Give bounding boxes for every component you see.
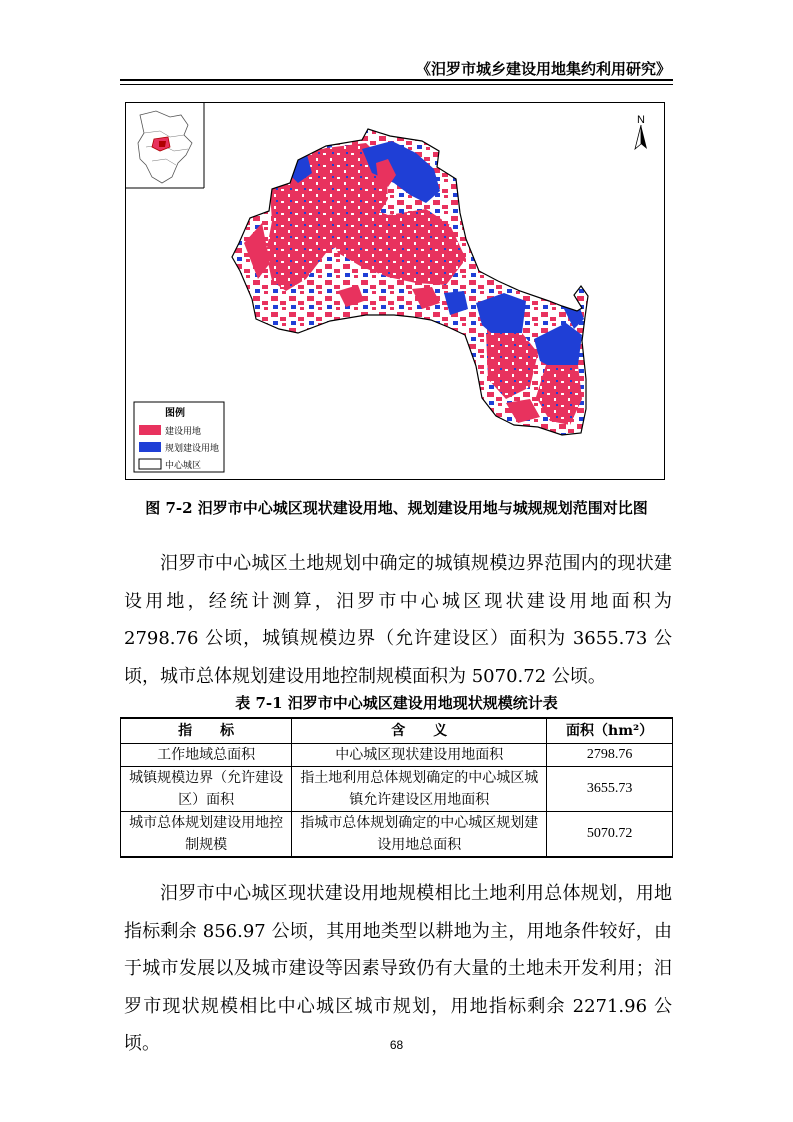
legend-swatch-district xyxy=(139,459,161,469)
map-legend xyxy=(134,402,224,472)
cell-indicator: 工作地域总面积 xyxy=(121,744,292,767)
map-canvas xyxy=(126,103,663,478)
header-rule-thick xyxy=(120,79,673,81)
map-figure xyxy=(125,102,665,480)
column-header-area: 面积（hm²） xyxy=(547,718,673,744)
statistics-table xyxy=(120,717,673,858)
column-header-meaning: 含 义 xyxy=(292,718,547,744)
body-paragraph-2: 汨罗市中心城区现状建设用地规模相比土地利用总体规划，用地指标剩余 856.97 公顷，其用地类型以耕地为主，用地条件较好，由于城市发展以及城市建设等因素导致仍有大量的土地未开发利用；汨罗市现状规模相比中心城区城市规划，用地指标剩余 2271.96 公顷。 xyxy=(124,883,672,1054)
north-label: N xyxy=(637,114,645,126)
cell-area: 5070.72 xyxy=(547,812,673,858)
table-caption: 表 7-1 汨罗市中心城区建设用地现状规模统计表 xyxy=(235,694,558,712)
cell-indicator: 城镇规模边界（允许建设区）面积 xyxy=(121,767,292,812)
table-row xyxy=(121,812,673,858)
district-land-use-map xyxy=(226,123,596,443)
legend-swatch-planned xyxy=(139,442,161,452)
running-header-title: 《汨罗市城乡建设用地集约利用研究》 xyxy=(415,60,671,78)
cell-meaning: 指城市总体规划确定的中心城区规划建设用地总面积 xyxy=(292,812,547,858)
legend-label-planned: 规划建设用地 xyxy=(165,444,220,454)
body-paragraph-1: 汨罗市中心城区土地规划中确定的城镇规模边界范围内的现状建设用地，经统计测算，汨罗市中心城区现状建设用地面积为 2798.76 公顷，城镇规模边界（允许建设区）面积为 3655.73 公顷，城市总体规划建设用地控制规模面积为 5070.72 公顷。 xyxy=(124,553,672,687)
page-number: 68 xyxy=(389,1038,404,1052)
cell-area: 2798.76 xyxy=(547,744,673,767)
figure-caption: 图 7-2 汨罗市中心城区现状建设用地、规划建设用地与城规规划范围对比图 xyxy=(145,499,648,517)
cell-area: 3655.73 xyxy=(547,767,673,812)
column-header-indicator: 指 标 xyxy=(121,718,292,744)
header-rule-thin xyxy=(120,84,673,85)
locator-inset-map xyxy=(126,103,204,188)
cell-meaning: 中心城区现状建设用地面积 xyxy=(292,744,547,767)
table-row xyxy=(121,744,673,767)
legend-title: 图例 xyxy=(165,408,185,419)
legend-label-built: 建设用地 xyxy=(165,427,202,437)
cell-indicator: 城市总体规划建设用地控制规模 xyxy=(121,812,292,858)
north-arrow-icon xyxy=(635,114,647,149)
legend-swatch-built xyxy=(139,425,161,435)
table-row xyxy=(121,767,673,812)
table-header-row xyxy=(121,718,673,744)
cell-meaning: 指土地利用总体规划确定的中心城区城镇允许建设区用地面积 xyxy=(292,767,547,812)
legend-label-district: 中心城区 xyxy=(165,461,202,471)
